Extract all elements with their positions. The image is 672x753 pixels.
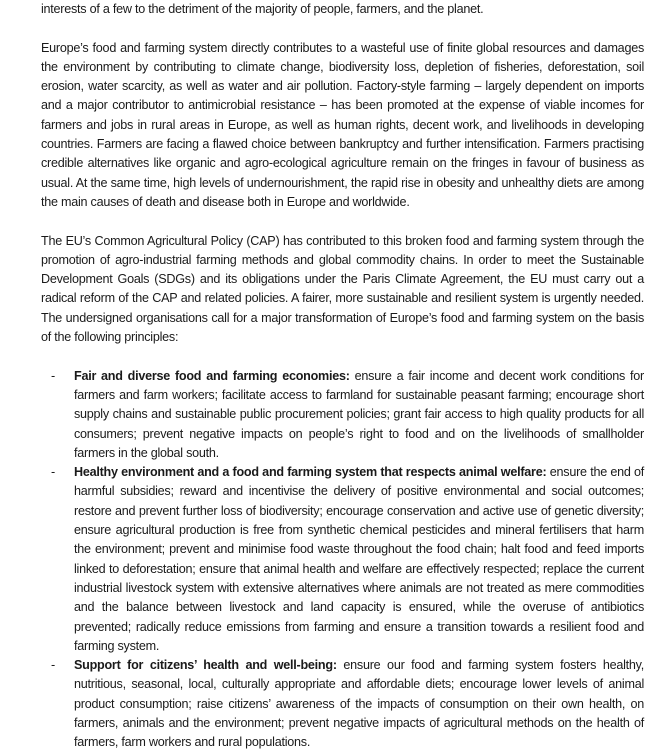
dash-bullet-icon: - — [51, 465, 55, 480]
paragraph-cap-reform: The EU’s Common Agricultural Policy (CAP) has contributed to this broken food and farming system through the promotion of agro-industrial farming methods and global commodity chains. In order to meet the Sustainable Development Goals (SDGs) and its obligations under the Paris Climate Agreement, the EU must carry out a radical reform of the CAP and related policies. A fairer, more sustainable and resilient system is urgently needed. The undersigned organisations call for a major transformation of Europe’s food and farming system on the basis of the following principles: — [41, 233, 644, 345]
principle-item-healthy-environment — [41, 463, 644, 656]
principle-title: Fair and diverse food and farming economies: — [74, 368, 350, 383]
principle-text: ensure our food and farming system fosters healthy, nutritious, seasonal, local, culturally appropriate and affordable diets; encourage lower levels of animal product consumption; raise citizens’ awareness of the impacts of consumption on their own health, on farmers, animals and the environment; prevent negative impacts of agricultural methods on the health of farmers, farm workers and rural populations. — [74, 658, 644, 750]
principle-title: Support for citizens’ health and well-being: — [74, 658, 337, 673]
principle-item-citizens-health — [41, 656, 644, 752]
principle-item-fair-economies — [41, 367, 644, 463]
principle-text: ensure a fair income and decent work conditions for farmers and farm workers; facilitate access to farmland for sustainable peasant farming; encourage short supply chains and sustainable public procurement policies; grant fair access to high quality products for all consumers; prevent negative impacts on people’s right to food and on the livelihoods of smallholder farmers in the global south. — [74, 368, 644, 460]
principle-title: Healthy environment and a food and farming system that respects animal welfare: — [74, 465, 547, 480]
paragraph-gap — [41, 212, 644, 231]
dash-bullet-icon: - — [51, 658, 55, 673]
paragraph-gap — [41, 19, 644, 38]
dash-bullet-icon: - — [51, 368, 55, 383]
document-page — [41, 0, 644, 753]
principles-list — [41, 367, 644, 753]
paragraph-environmental-impact: Europe’s food and farming system directly contributes to a wasteful use of finite global resources and damages the environment by contributing to climate change, biodiversity loss, depletion of fisheries, deforestation, soil erosion, water scarcity, as well as water and air pollution. Factory-style farming – largely dependent on imports and a major contributor to antimicrobial resistance – has been promoted at the expense of viable incomes for farmers and jobs in rural areas in Europe, as well as human rights, decent work, and livelihoods in developing countries. Farmers are facing a flawed choice between bankruptcy and further intensification. Farmers practising credible alternatives like organic and agro-ecological agriculture remain on the fringes in favour of business as usual. At the same time, high levels of undernourishment, the rapid rise in obesity and unhealthy diets are among the main causes of death and disease both in Europe and worldwide. — [41, 40, 644, 209]
principle-text: ensure the end of harmful subsidies; reward and incentivise the delivery of positive environmental and social outcomes; restore and prevent further loss of biodiversity; encourage conservation and active use of genetic diversity; ensure agricultural production is free from synthetic chemical pesticides and mineral fertilisers that harm the environment; prevent and minimise food waste throughout the food chain; halt food and feed imports linked to deforestation; ensure that animal health and welfare are effectively respected; replace the current industrial livestock system with extensive alternatives where animals are not treated as mere commodities and the balance between livestock and land capacity is ensured, while the overuse of antibiotics prevented; radically reduce emissions from farming and ensure a transition towards a resilient food and farming system. — [74, 465, 644, 653]
paragraph-intro-end: interests of a few to the detriment of the majority of people, farmers, and the planet. — [41, 2, 484, 16]
paragraph-gap — [41, 347, 644, 366]
